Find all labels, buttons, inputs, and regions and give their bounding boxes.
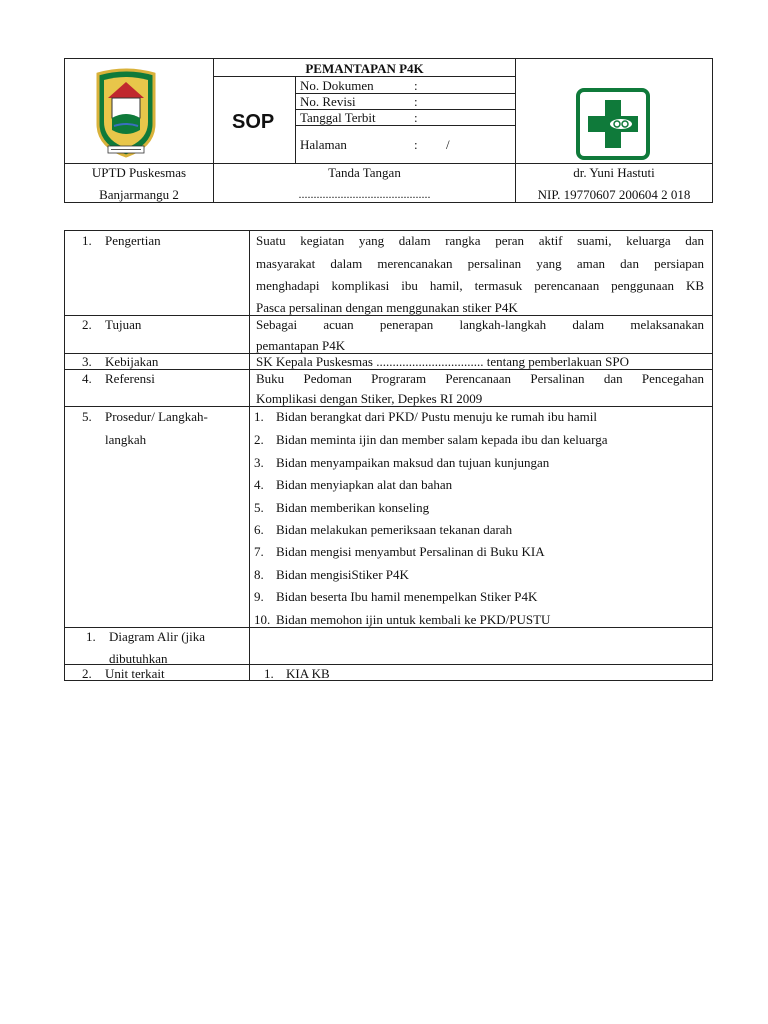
step-number: 1. [254, 409, 264, 424]
step-text: Bidan mengisi menyambut Persalinan di Buku KIA [276, 544, 545, 559]
sop-label: SOP [232, 111, 275, 133]
step-text: Bidan memohon ijin untuk kembali ke PKD/PUSTU [276, 612, 551, 627]
row-label: Unit terkait [105, 666, 165, 681]
org-name-line2: Banjarmangu 2 [99, 187, 179, 202]
step-number: 3. [254, 455, 264, 470]
field-no-dokumen-label: No. Dokumen [300, 78, 374, 93]
row-number: 2. [82, 666, 92, 681]
row-text-line: Pasca persalinan dengan menggunakan stiker P4K [256, 300, 518, 315]
step-text: Bidan meminta ijin dan member salam kepada ibu dan keluarga [276, 432, 608, 447]
unit-text: KIA KB [286, 666, 330, 681]
row-label: Prosedur/ Langkah- [105, 409, 208, 424]
field-halaman-sep: : [414, 137, 418, 152]
signer-nip: NIP. 19770607 200604 2 018 [537, 187, 691, 202]
step-text: Bidan menyiapkan alat dan bahan [276, 477, 453, 492]
signature-label: Tanda Tangan [328, 165, 401, 180]
field-no-revisi-sep: : [414, 94, 418, 109]
row-text-line: Komplikasi dengan Stiker, Depkes RI 2009 [256, 391, 483, 406]
regency-emblem-logo [94, 68, 158, 165]
row-text-line: SK Kepala Puskesmas ................................. tentang pemberlakuan SPO [256, 354, 629, 369]
step-text: Bidan berangkat dari PKD/ Pustu menuju ke rumah ibu hamil [276, 409, 597, 424]
field-halaman-label: Halaman [300, 137, 347, 152]
step-number: 4. [254, 477, 264, 492]
step-number: 10. [254, 612, 271, 627]
row-text-line: Buku Pedoman Prograram Perencanaan Persalinan dan Pencegahan [256, 371, 704, 386]
row-number: 4. [82, 371, 92, 386]
puskesmas-logo [576, 88, 650, 165]
field-no-revisi-label: No. Revisi [300, 94, 356, 109]
row-number: 1. [86, 629, 96, 644]
row-label: Tujuan [105, 317, 142, 332]
row-number: 5. [82, 409, 92, 424]
step-number: 6. [254, 522, 264, 537]
row-label: Referensi [105, 371, 155, 386]
step-number: 9. [254, 589, 264, 604]
signer-name: dr. Yuni Hastuti [573, 165, 655, 180]
row-number: 3. [82, 354, 92, 369]
row-number: 2. [82, 317, 92, 332]
unit-number: 1. [264, 666, 274, 681]
row-label: dibutuhkan [109, 651, 168, 666]
field-tanggal-terbit-sep: : [414, 110, 418, 125]
field-halaman-value: / [446, 137, 450, 152]
step-text: Bidan menyampaikan maksud dan tujuan kunjungan [276, 455, 550, 470]
step-text: Bidan mengisiStiker P4K [276, 567, 409, 582]
row-label: Pengertian [105, 233, 161, 248]
row-text-line: menghadapi komplikasi ibu hamil, termasuk perencanaan penggunaan KB [256, 278, 704, 293]
row-label: Kebijakan [105, 354, 159, 369]
row-text-line: Sebagai acuan penerapan langkah-langkah dalam melaksanakan [256, 317, 704, 332]
field-no-dokumen-sep: : [414, 78, 418, 93]
org-name-line1: UPTD Puskesmas [91, 165, 187, 180]
row-text-line: pemantapan P4K [256, 338, 346, 353]
step-number: 7. [254, 544, 264, 559]
field-tanggal-terbit-label: Tanggal Terbit [300, 110, 376, 125]
document-title: PEMANTAPAN P4K [305, 61, 424, 76]
step-text: Bidan memberikan konseling [276, 500, 430, 515]
step-text: Bidan beserta Ibu hamil menempelkan Stiker P4K [276, 589, 538, 604]
row-label: langkah [105, 432, 147, 447]
step-number: 5. [254, 500, 264, 515]
signature-line: ............................................ [298, 187, 431, 201]
row-text-line: Suatu kegiatan yang dalam rangka peran aktif suami, keluarga dan [256, 233, 704, 248]
row-text-line: masyarakat dalam merencanakan persalinan yang aman dan persiapan [256, 256, 704, 271]
row-number: 1. [82, 233, 92, 248]
step-text: Bidan melakukan pemeriksaan tekanan darah [276, 522, 513, 537]
step-number: 8. [254, 567, 264, 582]
row-label: Diagram Alir (jika [109, 629, 206, 644]
step-number: 2. [254, 432, 264, 447]
